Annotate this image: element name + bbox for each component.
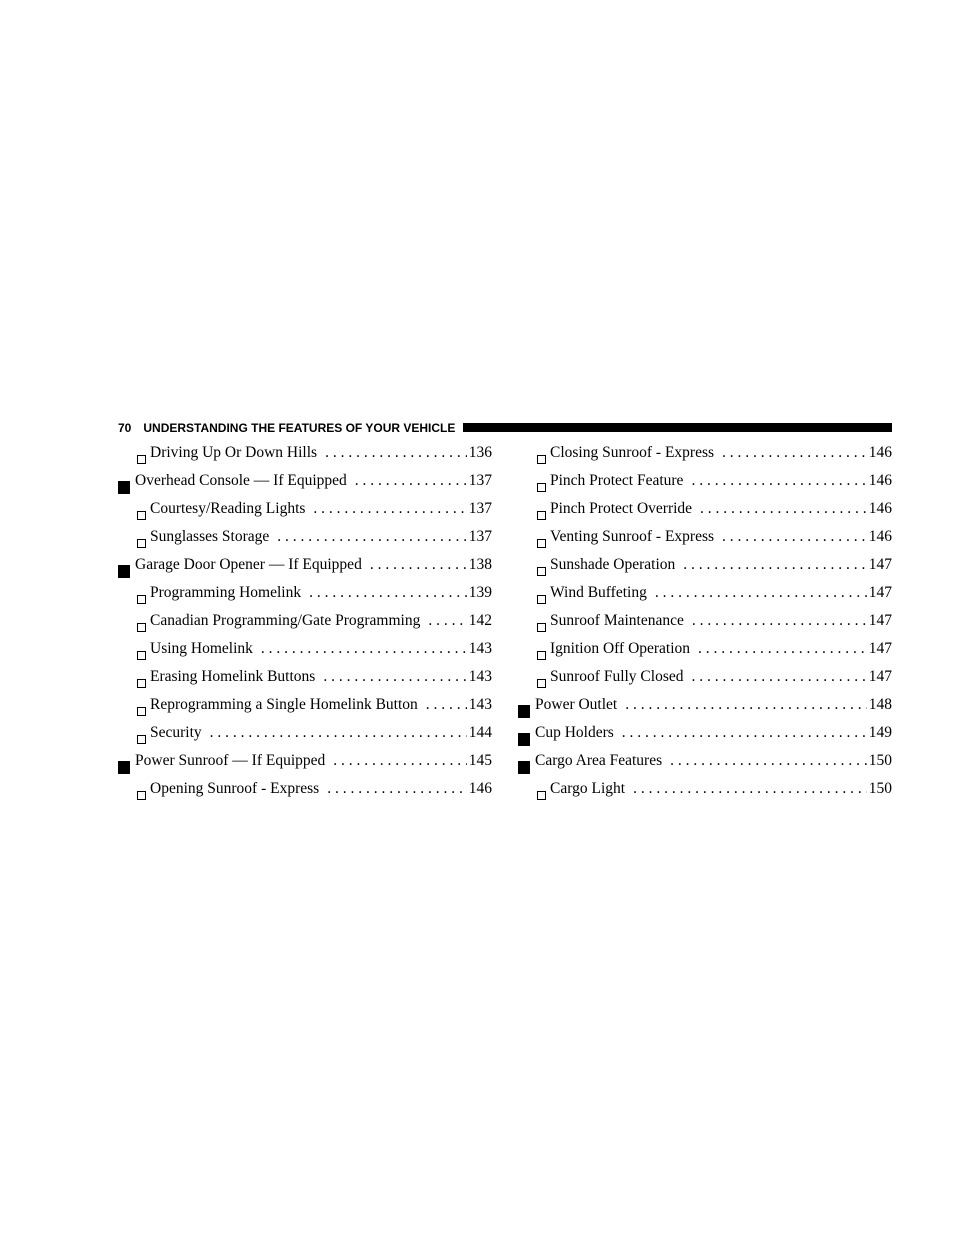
filled-square-bullet-icon (118, 481, 130, 494)
toc-entry[interactable] (518, 500, 892, 528)
toc-entry[interactable] (518, 584, 892, 612)
toc-entry-label: Sunglasses Storage (150, 528, 270, 545)
dot-leader (655, 584, 867, 602)
open-square-bullet-icon (137, 455, 146, 464)
toc-entry-label: Power Sunroof — If Equipped (135, 752, 326, 769)
dot-leader (625, 696, 867, 714)
toc-entry[interactable] (118, 752, 492, 780)
toc-entry[interactable] (118, 444, 492, 472)
open-square-bullet-icon (137, 623, 146, 632)
toc-entry[interactable] (118, 584, 492, 612)
filled-square-bullet-icon (518, 761, 530, 774)
toc-entry-label: Erasing Homelink Buttons (150, 668, 316, 685)
open-square-bullet-icon (137, 735, 146, 744)
toc-entry[interactable] (118, 500, 492, 528)
toc-entry-page-number: 139 (468, 584, 492, 601)
open-square-bullet-icon (137, 651, 146, 660)
toc-entry-label: Reprogramming a Single Homelink Button (150, 696, 418, 713)
open-square-bullet-icon (537, 679, 546, 688)
page-number: 70 (118, 420, 132, 435)
open-square-bullet-icon (537, 539, 546, 548)
toc-entry-page-number: 143 (468, 696, 492, 713)
dot-leader (691, 668, 866, 686)
toc-entry-page-number: 146 (868, 444, 892, 461)
toc-entry-page-number: 137 (468, 472, 492, 489)
toc-entry-label: Ignition Off Operation (550, 640, 691, 657)
dot-leader (670, 752, 867, 770)
toc-entry-label: Pinch Protect Feature (550, 472, 684, 489)
toc-entry-label: Sunroof Fully Closed (550, 668, 684, 685)
header-rule (463, 423, 892, 432)
open-square-bullet-icon (537, 455, 546, 464)
toc-entry[interactable] (118, 668, 492, 696)
toc-entry[interactable] (518, 612, 892, 640)
dot-leader (261, 640, 467, 658)
toc-entry-page-number: 143 (468, 640, 492, 657)
toc-entry[interactable] (518, 668, 892, 696)
toc-entry-label: Pinch Protect Override (550, 500, 693, 517)
toc-entry-label: Sunshade Operation (550, 556, 676, 573)
toc-right-column (518, 444, 892, 808)
dot-leader (622, 724, 867, 742)
toc-entry-page-number: 146 (468, 780, 492, 797)
toc-entry-page-number: 147 (868, 584, 892, 601)
toc-entry-label: Courtesy/Reading Lights (150, 500, 306, 517)
toc-entry-page-number: 145 (468, 752, 492, 769)
toc-entry-label: Programming Homelink (150, 584, 302, 601)
toc-entry-page-number: 146 (868, 472, 892, 489)
toc-entry-label: Power Outlet (535, 696, 618, 713)
dot-leader (691, 472, 866, 490)
open-square-bullet-icon (537, 595, 546, 604)
filled-square-bullet-icon (518, 705, 530, 718)
filled-square-bullet-icon (118, 565, 130, 578)
toc-entry-page-number: 147 (868, 556, 892, 573)
toc-entry[interactable] (518, 528, 892, 556)
dot-leader (722, 528, 867, 546)
toc-entry-page-number: 138 (468, 556, 492, 573)
open-square-bullet-icon (537, 483, 546, 492)
dot-leader (355, 472, 467, 490)
dot-leader (633, 780, 867, 798)
toc-entry[interactable] (118, 556, 492, 584)
toc-entry-label: Cup Holders (535, 724, 614, 741)
toc-entry[interactable] (518, 780, 892, 808)
dot-leader (428, 612, 466, 630)
toc-entry-label: Closing Sunroof - Express (550, 444, 715, 461)
dot-leader (692, 612, 867, 630)
open-square-bullet-icon (137, 679, 146, 688)
toc-entry[interactable] (518, 444, 892, 472)
toc-entry-page-number: 144 (468, 724, 492, 741)
dot-leader (210, 724, 467, 742)
toc-entry[interactable] (518, 752, 892, 780)
toc-entry[interactable] (518, 640, 892, 668)
toc-entry-page-number: 147 (868, 668, 892, 685)
toc-entry-page-number: 148 (868, 696, 892, 713)
toc-entry-label: Using Homelink (150, 640, 253, 657)
toc-entry-label: Wind Buffeting (550, 584, 647, 601)
toc-entry[interactable] (518, 556, 892, 584)
open-square-bullet-icon (537, 567, 546, 576)
toc-entry-label: Security (150, 724, 202, 741)
toc-entry[interactable] (518, 472, 892, 500)
toc-entry-page-number: 147 (868, 612, 892, 629)
open-square-bullet-icon (137, 539, 146, 548)
toc-entry-label: Sunroof Maintenance (550, 612, 684, 629)
dot-leader (698, 640, 867, 658)
toc-entry[interactable] (518, 696, 892, 724)
toc-entry-label: Opening Sunroof - Express (150, 780, 320, 797)
open-square-bullet-icon (537, 623, 546, 632)
dot-leader (313, 500, 466, 518)
open-square-bullet-icon (137, 707, 146, 716)
open-square-bullet-icon (137, 791, 146, 800)
toc-entry-page-number: 136 (468, 444, 492, 461)
toc-entry-label: Canadian Programming/Gate Programming (150, 612, 421, 629)
toc-entry-label: Cargo Area Features (535, 752, 663, 769)
toc-entry-page-number: 150 (868, 752, 892, 769)
toc-entry-page-number: 143 (468, 668, 492, 685)
toc-entry-page-number: 149 (868, 724, 892, 741)
dot-leader (323, 668, 466, 686)
toc-entry[interactable] (118, 780, 492, 808)
toc-entry-page-number: 146 (868, 500, 892, 517)
section-title: UNDERSTANDING THE FEATURES OF YOUR VEHICLE (143, 420, 456, 435)
open-square-bullet-icon (537, 791, 546, 800)
toc-entry-page-number: 137 (468, 500, 492, 517)
dot-leader (683, 556, 866, 574)
toc-entry-label: Overhead Console — If Equipped (135, 472, 347, 489)
toc-entry[interactable] (118, 724, 492, 752)
filled-square-bullet-icon (518, 733, 530, 746)
toc-entry[interactable] (118, 528, 492, 556)
toc-entry-label: Garage Door Opener — If Equipped (135, 556, 362, 573)
toc-entry-page-number: 142 (468, 612, 492, 629)
toc-entry[interactable] (518, 724, 892, 752)
toc-entry-label: Cargo Light (550, 780, 626, 797)
toc-entry-label: Venting Sunroof - Express (550, 528, 715, 545)
open-square-bullet-icon (137, 595, 146, 604)
dot-leader (722, 444, 867, 462)
filled-square-bullet-icon (118, 761, 130, 774)
toc-entry[interactable] (118, 472, 492, 500)
toc-entry[interactable] (118, 640, 492, 668)
toc-entry-page-number: 137 (468, 528, 492, 545)
dot-leader (333, 752, 466, 770)
open-square-bullet-icon (537, 651, 546, 660)
dot-leader (309, 584, 467, 602)
toc-entry-page-number: 150 (868, 780, 892, 797)
toc-entry[interactable] (118, 696, 492, 724)
toc-entry-page-number: 147 (868, 640, 892, 657)
toc-entry-label: Driving Up Or Down Hills (150, 444, 318, 461)
dot-leader (370, 556, 467, 574)
toc-left-column (118, 444, 492, 808)
dot-leader (327, 780, 467, 798)
dot-leader (277, 528, 466, 546)
open-square-bullet-icon (537, 511, 546, 520)
dot-leader (700, 500, 867, 518)
dot-leader (426, 696, 467, 714)
page-header (118, 419, 892, 436)
toc-entry[interactable] (118, 612, 492, 640)
dot-leader (325, 444, 467, 462)
open-square-bullet-icon (137, 511, 146, 520)
toc-entry-page-number: 146 (868, 528, 892, 545)
